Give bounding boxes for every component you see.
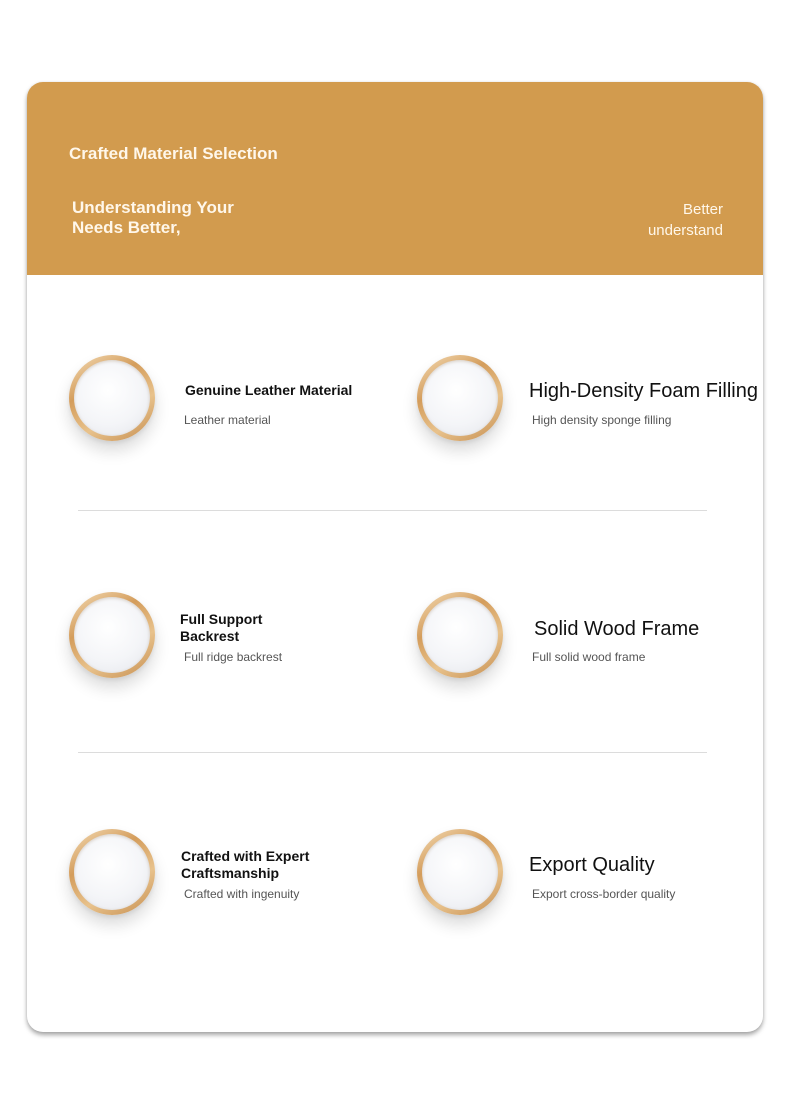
feature-title: Export Quality bbox=[529, 854, 655, 876]
feature-title: Crafted with Expert Craftsmanship bbox=[181, 848, 310, 881]
feature-title: Genuine Leather Material bbox=[185, 382, 353, 398]
material-badge-icon bbox=[69, 355, 155, 441]
feature-card bbox=[27, 82, 763, 1032]
feature-title: High-Density Foam Filling bbox=[529, 380, 758, 402]
feature-title: Solid Wood Frame bbox=[534, 618, 700, 640]
feature-subtitle: Full ridge backrest bbox=[184, 650, 283, 664]
feature-title: Full Support Backrest bbox=[180, 611, 263, 644]
header-banner bbox=[27, 82, 763, 275]
row-divider bbox=[78, 510, 707, 511]
material-badge-icon bbox=[417, 592, 503, 678]
feature-subtitle: Full solid wood frame bbox=[532, 650, 646, 664]
banner-title: Crafted Material Selection bbox=[69, 144, 278, 163]
banner-subtitle: Understanding Your Needs Better, bbox=[72, 198, 234, 237]
row-divider bbox=[78, 752, 707, 753]
material-badge-icon bbox=[69, 829, 155, 915]
feature-subtitle: High density sponge filling bbox=[532, 413, 672, 427]
feature-subtitle: Crafted with ingenuity bbox=[184, 887, 300, 901]
feature-subtitle: Export cross-border quality bbox=[532, 887, 676, 901]
material-badge-icon bbox=[417, 829, 503, 915]
banner-right-text: Better understand bbox=[647, 201, 723, 239]
feature-subtitle: Leather material bbox=[184, 413, 271, 427]
material-badge-icon bbox=[69, 592, 155, 678]
material-badge-icon bbox=[417, 355, 503, 441]
